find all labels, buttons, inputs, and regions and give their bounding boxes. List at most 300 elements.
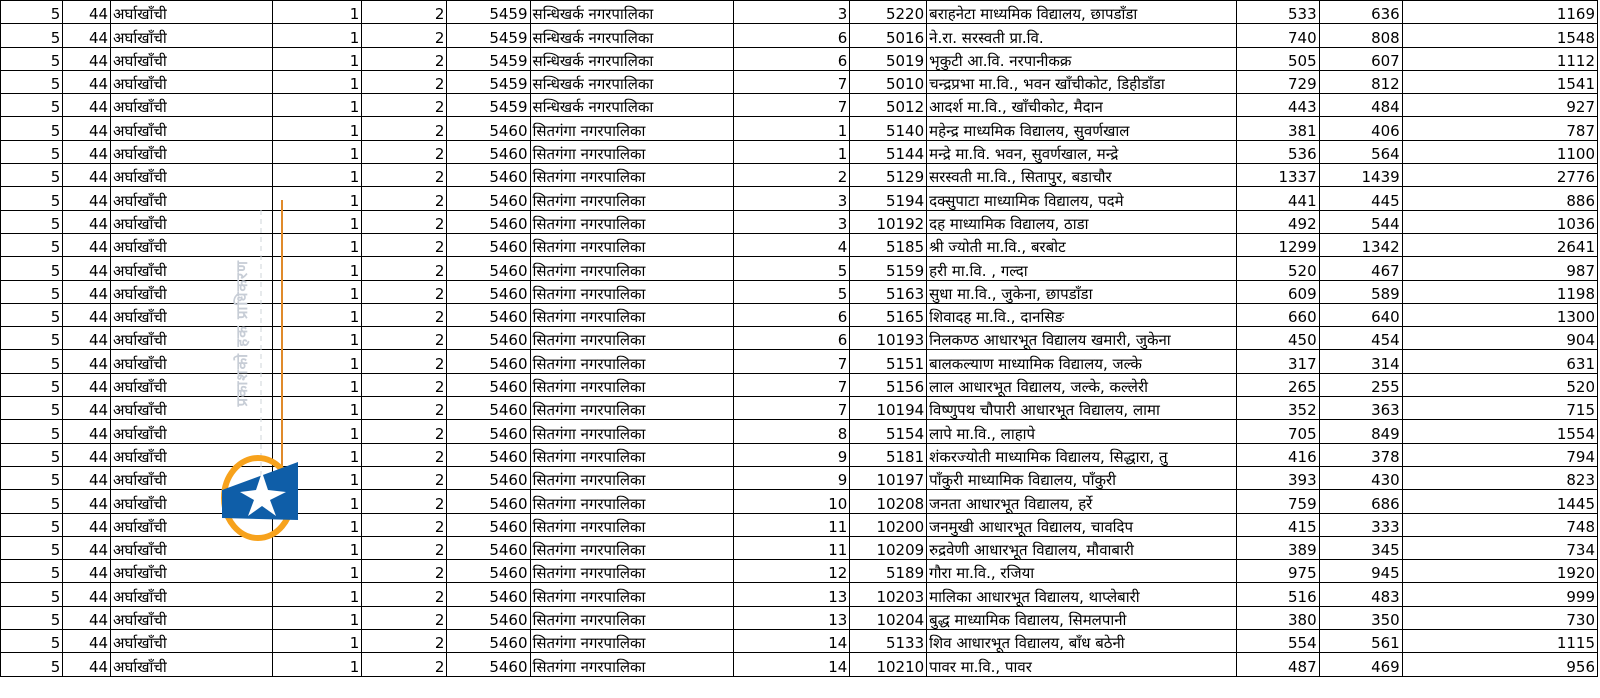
cell-municipality-code: 5460 (447, 257, 530, 280)
cell-district-code: 44 (63, 303, 111, 326)
cell-female-count: 380 (1236, 606, 1319, 629)
cell-female-count: 416 (1236, 443, 1319, 466)
cell-district-code: 44 (63, 420, 111, 443)
cell-total-count: 1169 (1402, 1, 1597, 24)
cell-total-count: 1300 (1402, 303, 1597, 326)
cell-total-count: 1541 (1402, 70, 1597, 93)
cell-col-4: 1 (273, 210, 362, 233)
cell-total-count: 730 (1402, 606, 1597, 629)
cell-municipality-name: सितगंगा नगरपालिका (530, 536, 734, 559)
cell-municipality-name: सितगंगा नगरपालिका (530, 606, 734, 629)
cell-province: 5 (1, 373, 63, 396)
cell-center-code: 5165 (850, 303, 927, 326)
table-row (1, 560, 1598, 583)
cell-province: 5 (1, 187, 63, 210)
cell-ward-no: 12 (734, 560, 850, 583)
cell-polling-center-name: बुद्ध माध्यामिक विद्यालय, सिमलपानी (927, 606, 1236, 629)
cell-province: 5 (1, 490, 63, 513)
cell-female-count: 1337 (1236, 164, 1319, 187)
cell-district-name: अर्घाखाँची (111, 373, 273, 396)
cell-male-count: 561 (1319, 630, 1402, 653)
cell-col-5: 2 (362, 280, 447, 303)
cell-district-code: 44 (63, 140, 111, 163)
cell-district-name: अर्घाखाँची (111, 164, 273, 187)
cell-male-count: 849 (1319, 420, 1402, 443)
cell-male-count: 808 (1319, 24, 1402, 47)
cell-polling-center-name: चन्द्रप्रभा मा.वि., भवन खाँचीकोट, डिहीडाँडा (927, 70, 1236, 93)
cell-total-count: 823 (1402, 466, 1597, 489)
cell-ward-no: 13 (734, 583, 850, 606)
cell-female-count: 393 (1236, 466, 1319, 489)
cell-total-count: 2776 (1402, 164, 1597, 187)
table-row (1, 373, 1598, 396)
cell-municipality-name: सितगंगा नगरपालिका (530, 327, 734, 350)
cell-district-code: 44 (63, 373, 111, 396)
cell-total-count: 886 (1402, 187, 1597, 210)
cell-male-count: 812 (1319, 70, 1402, 93)
cell-municipality-name: सितगंगा नगरपालिका (530, 466, 734, 489)
cell-ward-no: 7 (734, 373, 850, 396)
cell-municipality-code: 5460 (447, 513, 530, 536)
cell-district-name: अर्घाखाँची (111, 350, 273, 373)
cell-col-4: 1 (273, 606, 362, 629)
cell-female-count: 487 (1236, 653, 1319, 676)
cell-col-4: 1 (273, 560, 362, 583)
cell-municipality-code: 5460 (447, 164, 530, 187)
table-row (1, 233, 1598, 256)
cell-ward-no: 6 (734, 47, 850, 70)
cell-total-count: 1920 (1402, 560, 1597, 583)
cell-province: 5 (1, 233, 63, 256)
cell-district-code: 44 (63, 606, 111, 629)
table-body (1, 1, 1598, 677)
cell-col-5: 2 (362, 233, 447, 256)
cell-col-5: 2 (362, 1, 447, 24)
cell-total-count: 631 (1402, 350, 1597, 373)
cell-ward-no: 13 (734, 606, 850, 629)
cell-district-name: अर्घाखाँची (111, 490, 273, 513)
cell-total-count: 956 (1402, 653, 1597, 676)
cell-municipality-name: सन्धिखर्क नगरपालिका (530, 24, 734, 47)
cell-center-code: 5181 (850, 443, 927, 466)
cell-ward-no: 6 (734, 303, 850, 326)
cell-ward-no: 1 (734, 117, 850, 140)
cell-col-4: 1 (273, 280, 362, 303)
cell-province: 5 (1, 257, 63, 280)
table-row (1, 94, 1598, 117)
cell-polling-center-name: निलकण्ठ आधारभूत विद्यालय खमारी, जुकेना (927, 327, 1236, 350)
cell-polling-center-name: शंकरज्योती माध्यामिक विद्यालय, सिद्धारा, तु (927, 443, 1236, 466)
table-row (1, 536, 1598, 559)
cell-total-count: 734 (1402, 536, 1597, 559)
cell-male-count: 467 (1319, 257, 1402, 280)
cell-total-count: 1115 (1402, 630, 1597, 653)
cell-total-count: 1554 (1402, 420, 1597, 443)
cell-municipality-name: सन्धिखर्क नगरपालिका (530, 1, 734, 24)
cell-municipality-name: सितगंगा नगरपालिका (530, 443, 734, 466)
cell-municipality-code: 5460 (447, 490, 530, 513)
cell-ward-no: 3 (734, 187, 850, 210)
cell-center-code: 5133 (850, 630, 927, 653)
table-row (1, 397, 1598, 420)
cell-district-name: अर्घाखाँची (111, 606, 273, 629)
cell-province: 5 (1, 583, 63, 606)
cell-district-code: 44 (63, 583, 111, 606)
cell-polling-center-name: ने.रा. सरस्वती प्रा.वि. (927, 24, 1236, 47)
cell-municipality-name: सितगंगा नगरपालिका (530, 630, 734, 653)
cell-female-count: 533 (1236, 1, 1319, 24)
cell-center-code: 5189 (850, 560, 927, 583)
cell-col-5: 2 (362, 327, 447, 350)
cell-municipality-code: 5460 (447, 466, 530, 489)
cell-province: 5 (1, 653, 63, 676)
cell-col-4: 1 (273, 397, 362, 420)
table-row (1, 257, 1598, 280)
cell-district-name: अर्घाखाँची (111, 653, 273, 676)
table-row (1, 1, 1598, 24)
cell-center-code: 10209 (850, 536, 927, 559)
cell-municipality-name: सितगंगा नगरपालिका (530, 653, 734, 676)
cell-female-count: 389 (1236, 536, 1319, 559)
cell-center-code: 10210 (850, 653, 927, 676)
cell-ward-no: 7 (734, 350, 850, 373)
cell-ward-no: 11 (734, 536, 850, 559)
cell-male-count: 607 (1319, 47, 1402, 70)
cell-ward-no: 1 (734, 140, 850, 163)
cell-male-count: 484 (1319, 94, 1402, 117)
cell-col-4: 1 (273, 420, 362, 443)
cell-male-count: 636 (1319, 1, 1402, 24)
cell-municipality-code: 5460 (447, 210, 530, 233)
table-row (1, 327, 1598, 350)
table-row (1, 303, 1598, 326)
table-row (1, 70, 1598, 93)
cell-polling-center-name: हरी मा.वि. , गल्दा (927, 257, 1236, 280)
cell-col-4: 1 (273, 513, 362, 536)
cell-col-5: 2 (362, 257, 447, 280)
cell-col-5: 2 (362, 490, 447, 513)
cell-total-count: 999 (1402, 583, 1597, 606)
cell-total-count: 1112 (1402, 47, 1597, 70)
cell-municipality-code: 5460 (447, 233, 530, 256)
cell-col-5: 2 (362, 653, 447, 676)
cell-polling-center-name: लाल आधारभूत विद्यालय, जल्के, कल्लेरी (927, 373, 1236, 396)
cell-col-5: 2 (362, 536, 447, 559)
cell-province: 5 (1, 24, 63, 47)
cell-province: 5 (1, 536, 63, 559)
cell-district-name: अर्घाखाँची (111, 397, 273, 420)
cell-province: 5 (1, 630, 63, 653)
cell-center-code: 5144 (850, 140, 927, 163)
cell-col-5: 2 (362, 466, 447, 489)
cell-col-5: 2 (362, 164, 447, 187)
table-row (1, 47, 1598, 70)
cell-center-code: 10194 (850, 397, 927, 420)
cell-municipality-name: सितगंगा नगरपालिका (530, 187, 734, 210)
cell-total-count: 1445 (1402, 490, 1597, 513)
cell-total-count: 787 (1402, 117, 1597, 140)
cell-polling-center-name: रुद्रवेणी आधारभूत विद्यालय, मौवाबारी (927, 536, 1236, 559)
cell-municipality-code: 5460 (447, 536, 530, 559)
cell-total-count: 1036 (1402, 210, 1597, 233)
cell-district-code: 44 (63, 233, 111, 256)
cell-district-name: अर्घाखाँची (111, 513, 273, 536)
cell-polling-center-name: विष्णुपथ चौपारी आधारभूत विद्यालय, लामा (927, 397, 1236, 420)
cell-district-code: 44 (63, 397, 111, 420)
cell-polling-center-name: सरस्वती मा.वि., सितापुर, बडाचौर (927, 164, 1236, 187)
cell-municipality-code: 5460 (447, 140, 530, 163)
cell-district-code: 44 (63, 513, 111, 536)
cell-center-code: 5159 (850, 257, 927, 280)
cell-center-code: 5016 (850, 24, 927, 47)
cell-female-count: 352 (1236, 397, 1319, 420)
cell-col-5: 2 (362, 303, 447, 326)
table-row (1, 210, 1598, 233)
cell-district-name: अर्घाखाँची (111, 47, 273, 70)
cell-male-count: 544 (1319, 210, 1402, 233)
cell-female-count: 609 (1236, 280, 1319, 303)
cell-municipality-code: 5460 (447, 303, 530, 326)
table-row (1, 140, 1598, 163)
cell-district-name: अर्घाखाँची (111, 443, 273, 466)
cell-male-count: 333 (1319, 513, 1402, 536)
cell-polling-center-name: बालकल्याण माध्यामिक विद्यालय, जल्के (927, 350, 1236, 373)
cell-col-4: 1 (273, 373, 362, 396)
table-row (1, 117, 1598, 140)
cell-center-code: 10192 (850, 210, 927, 233)
cell-province: 5 (1, 303, 63, 326)
cell-province: 5 (1, 397, 63, 420)
cell-district-code: 44 (63, 117, 111, 140)
cell-ward-no: 3 (734, 210, 850, 233)
cell-ward-no: 3 (734, 1, 850, 24)
table-row (1, 513, 1598, 536)
cell-municipality-name: सितगंगा नगरपालिका (530, 350, 734, 373)
cell-polling-center-name: श्री ज्योती मा.वि., बरबोट (927, 233, 1236, 256)
cell-center-code: 10208 (850, 490, 927, 513)
cell-district-name: अर्घाखाँची (111, 117, 273, 140)
table-row (1, 187, 1598, 210)
cell-district-code: 44 (63, 70, 111, 93)
cell-ward-no: 4 (734, 233, 850, 256)
cell-municipality-name: सितगंगा नगरपालिका (530, 513, 734, 536)
table-row (1, 466, 1598, 489)
cell-male-count: 314 (1319, 350, 1402, 373)
cell-male-count: 564 (1319, 140, 1402, 163)
cell-municipality-name: सितगंगा नगरपालिका (530, 257, 734, 280)
cell-province: 5 (1, 280, 63, 303)
cell-district-code: 44 (63, 164, 111, 187)
table-row (1, 164, 1598, 187)
cell-district-code: 44 (63, 210, 111, 233)
cell-female-count: 975 (1236, 560, 1319, 583)
cell-total-count: 520 (1402, 373, 1597, 396)
cell-province: 5 (1, 606, 63, 629)
cell-total-count: 794 (1402, 443, 1597, 466)
cell-district-name: अर्घाखाँची (111, 257, 273, 280)
cell-male-count: 589 (1319, 280, 1402, 303)
cell-col-4: 1 (273, 257, 362, 280)
cell-municipality-code: 5460 (447, 630, 530, 653)
cell-polling-center-name: महेन्द्र माध्यमिक विद्यालय, सुवर्णखाल (927, 117, 1236, 140)
cell-municipality-code: 5459 (447, 70, 530, 93)
cell-total-count: 927 (1402, 94, 1597, 117)
cell-total-count: 1198 (1402, 280, 1597, 303)
cell-female-count: 520 (1236, 257, 1319, 280)
cell-female-count: 265 (1236, 373, 1319, 396)
cell-col-5: 2 (362, 443, 447, 466)
cell-district-code: 44 (63, 443, 111, 466)
cell-female-count: 729 (1236, 70, 1319, 93)
cell-ward-no: 14 (734, 653, 850, 676)
cell-district-name: अर्घाखाँची (111, 210, 273, 233)
cell-col-4: 1 (273, 350, 362, 373)
cell-municipality-code: 5459 (447, 24, 530, 47)
cell-female-count: 505 (1236, 47, 1319, 70)
cell-district-code: 44 (63, 653, 111, 676)
cell-municipality-name: सितगंगा नगरपालिका (530, 210, 734, 233)
cell-female-count: 516 (1236, 583, 1319, 606)
cell-col-4: 1 (273, 164, 362, 187)
cell-col-5: 2 (362, 420, 447, 443)
cell-female-count: 443 (1236, 94, 1319, 117)
table-row (1, 606, 1598, 629)
cell-district-name: अर्घाखाँची (111, 187, 273, 210)
cell-municipality-code: 5459 (447, 94, 530, 117)
cell-polling-center-name: मालिका आधारभूत विद्यालय, थाप्लेबारी (927, 583, 1236, 606)
cell-ward-no: 2 (734, 164, 850, 187)
watermark-text: प्रकाशको हक प्राधिकरण (233, 260, 251, 407)
cell-ward-no: 8 (734, 420, 850, 443)
cell-male-count: 640 (1319, 303, 1402, 326)
cell-ward-no: 7 (734, 70, 850, 93)
cell-district-name: अर्घाखाँची (111, 420, 273, 443)
cell-polling-center-name: पाँकुरी माध्यामिक विद्यालय, पाँकुरी (927, 466, 1236, 489)
cell-province: 5 (1, 420, 63, 443)
cell-male-count: 469 (1319, 653, 1402, 676)
cell-center-code: 5194 (850, 187, 927, 210)
cell-municipality-code: 5459 (447, 47, 530, 70)
table-row (1, 630, 1598, 653)
table-row (1, 420, 1598, 443)
cell-municipality-name: सितगंगा नगरपालिका (530, 583, 734, 606)
cell-province: 5 (1, 164, 63, 187)
table-row (1, 350, 1598, 373)
cell-female-count: 660 (1236, 303, 1319, 326)
cell-district-code: 44 (63, 94, 111, 117)
cell-center-code: 5012 (850, 94, 927, 117)
cell-male-count: 345 (1319, 536, 1402, 559)
cell-district-code: 44 (63, 350, 111, 373)
cell-district-name: अर्घाखाँची (111, 303, 273, 326)
cell-district-name: अर्घाखाँची (111, 630, 273, 653)
cell-municipality-name: सितगंगा नगरपालिका (530, 164, 734, 187)
cell-male-count: 454 (1319, 327, 1402, 350)
cell-center-code: 5151 (850, 350, 927, 373)
cell-municipality-code: 5460 (447, 606, 530, 629)
cell-municipality-code: 5459 (447, 1, 530, 24)
cell-province: 5 (1, 47, 63, 70)
cell-municipality-name: सन्धिखर्क नगरपालिका (530, 70, 734, 93)
cell-polling-center-name: जनमुखी आधारभूत विद्यालय, चावदिप (927, 513, 1236, 536)
cell-municipality-name: सन्धिखर्क नगरपालिका (530, 47, 734, 70)
cell-district-code: 44 (63, 257, 111, 280)
cell-col-4: 1 (273, 140, 362, 163)
cell-ward-no: 6 (734, 24, 850, 47)
cell-district-code: 44 (63, 280, 111, 303)
cell-municipality-code: 5460 (447, 443, 530, 466)
cell-female-count: 554 (1236, 630, 1319, 653)
cell-total-count: 904 (1402, 327, 1597, 350)
cell-municipality-name: सितगंगा नगरपालिका (530, 560, 734, 583)
cell-district-code: 44 (63, 536, 111, 559)
cell-ward-no: 5 (734, 280, 850, 303)
cell-center-code: 5019 (850, 47, 927, 70)
cell-municipality-name: सितगंगा नगरपालिका (530, 490, 734, 513)
cell-col-5: 2 (362, 397, 447, 420)
cell-female-count: 759 (1236, 490, 1319, 513)
cell-municipality-name: सितगंगा नगरपालिका (530, 420, 734, 443)
cell-municipality-code: 5460 (447, 420, 530, 443)
cell-polling-center-name: भृकुटी आ.वि. नरपानीकक्र (927, 47, 1236, 70)
cell-municipality-code: 5460 (447, 280, 530, 303)
cell-district-name: अर्घाखाँची (111, 70, 273, 93)
cell-col-5: 2 (362, 70, 447, 93)
cell-municipality-code: 5460 (447, 373, 530, 396)
cell-female-count: 536 (1236, 140, 1319, 163)
cell-district-name: अर्घाखाँची (111, 536, 273, 559)
cell-total-count: 1100 (1402, 140, 1597, 163)
cell-district-name: अर्घाखाँची (111, 560, 273, 583)
table-row (1, 280, 1598, 303)
cell-municipality-code: 5460 (447, 560, 530, 583)
cell-col-4: 1 (273, 117, 362, 140)
cell-male-count: 445 (1319, 187, 1402, 210)
cell-col-5: 2 (362, 560, 447, 583)
cell-municipality-code: 5460 (447, 350, 530, 373)
cell-municipality-name: सितगंगा नगरपालिका (530, 303, 734, 326)
cell-female-count: 705 (1236, 420, 1319, 443)
cell-district-name: अर्घाखाँची (111, 24, 273, 47)
cell-col-5: 2 (362, 140, 447, 163)
cell-col-4: 1 (273, 187, 362, 210)
cell-col-4: 1 (273, 327, 362, 350)
cell-polling-center-name: शिवादह मा.वि., दानसिङ (927, 303, 1236, 326)
cell-ward-no: 6 (734, 327, 850, 350)
cell-total-count: 2641 (1402, 233, 1597, 256)
cell-female-count: 450 (1236, 327, 1319, 350)
table-row (1, 653, 1598, 676)
cell-total-count: 715 (1402, 397, 1597, 420)
cell-province: 5 (1, 350, 63, 373)
cell-col-5: 2 (362, 630, 447, 653)
cell-polling-center-name: दक्सुपाटा माध्यामिक विद्यालय, पदमे (927, 187, 1236, 210)
cell-female-count: 492 (1236, 210, 1319, 233)
cell-polling-center-name: लापे मा.वि., लाहापे (927, 420, 1236, 443)
cell-col-4: 1 (273, 536, 362, 559)
cell-female-count: 441 (1236, 187, 1319, 210)
cell-district-code: 44 (63, 24, 111, 47)
cell-center-code: 10193 (850, 327, 927, 350)
cell-province: 5 (1, 70, 63, 93)
cell-polling-center-name: जनता आधारभूत विद्यालय, हर्रे (927, 490, 1236, 513)
cell-center-code: 5154 (850, 420, 927, 443)
cell-district-code: 44 (63, 630, 111, 653)
cell-province: 5 (1, 210, 63, 233)
cell-col-4: 1 (273, 94, 362, 117)
cell-col-4: 1 (273, 233, 362, 256)
cell-female-count: 740 (1236, 24, 1319, 47)
